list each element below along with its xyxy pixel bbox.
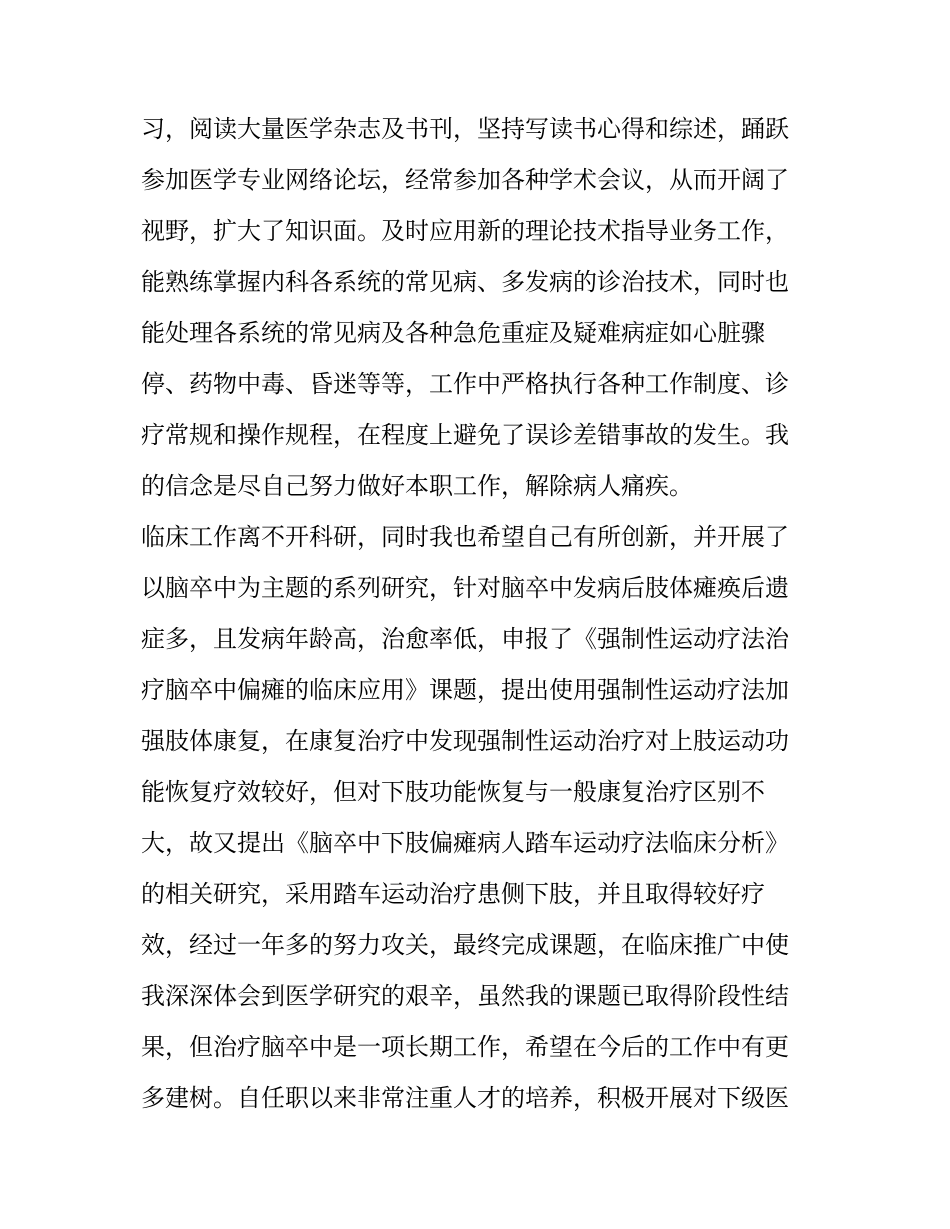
text-line: 果，但治疗脑卒中是一项长期工作，希望在今后的工作中有更 [141,1033,789,1061]
text-line: 我深深体会到医学研究的艰辛，虽然我的课题已取得阶段性结 [141,982,789,1010]
text-line: 能处理各系统的常见病及各种急危重症及疑难病症如心脏骤 [141,319,765,347]
text-line: 视野，扩大了知识面。及时应用新的理论技术指导业务工作， [141,217,789,245]
text-line: 的信念是尽自己努力做好本职工作，解除病人痛疾。 [141,472,693,500]
text-line: 疗常规和操作规程，在程度上避免了误诊差错事故的发生。我 [141,421,789,449]
text-line: 停、药物中毒、昏迷等等，工作中严格执行各种工作制度、诊 [141,370,789,398]
text-line: 症多，且发病年龄高，治愈率低，申报了《强制性运动疗法治 [141,625,789,653]
text-line: 能恢复疗效较好，但对下肢功能恢复与一般康复治疗区别不 [141,778,765,806]
text-line: 强肢体康复，在康复治疗中发现强制性运动治疗对上肢运动功 [141,727,789,755]
text-line: 大，故又提出《脑卒中下肢偏瘫病人踏车运动疗法临床分析》 [141,829,789,857]
text-line: 疗脑卒中偏瘫的临床应用》课题，提出使用强制性运动疗法加 [141,676,789,704]
text-line: 参加医学专业网络论坛，经常参加各种学术会议，从而开阔了 [141,166,789,194]
text-line: 习，阅读大量医学杂志及书刊，坚持写读书心得和综述，踊跃 [141,115,789,143]
body-text [141,104,821,1124]
text-line: 多建树。自任职以来非常注重人才的培养，积极开展对下级医 [141,1084,789,1112]
text-line: 的相关研究，采用踏车运动治疗患侧下肢，并且取得较好疗 [141,880,765,908]
text-line: 效，经过一年多的努力攻关，最终完成课题，在临床推广中使 [141,931,789,959]
text-line: 临床工作离不开科研，同时我也希望自己有所创新，并开展了 [141,523,789,551]
text-line: 能熟练掌握内科各系统的常见病、多发病的诊治技术，同时也 [141,268,789,296]
text-line: 以脑卒中为主题的系列研究，针对脑卒中发病后肢体瘫痪后遗 [141,574,789,602]
